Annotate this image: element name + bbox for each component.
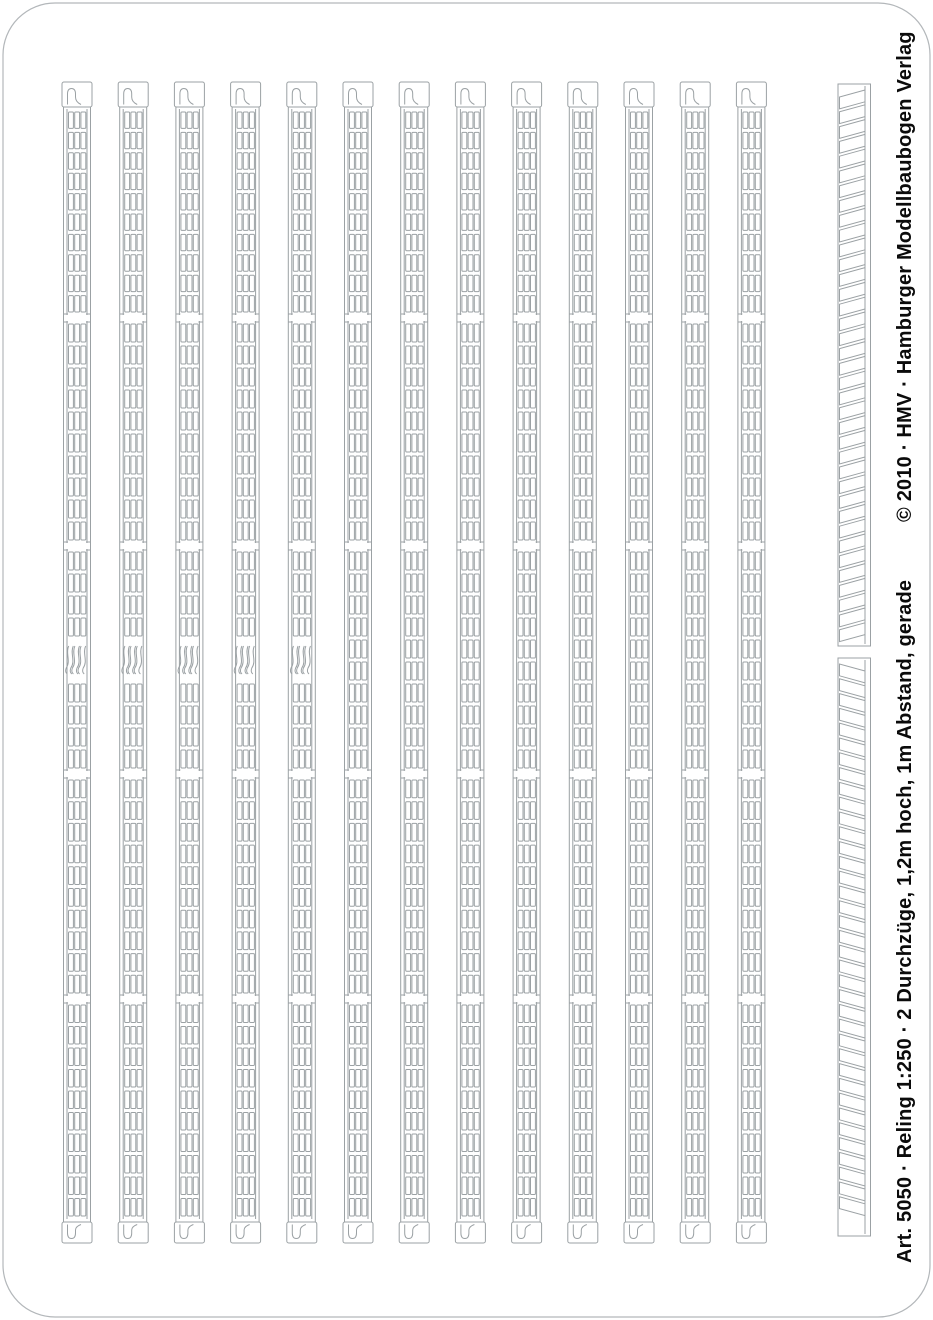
railing-strip	[455, 82, 485, 1243]
railing-strip	[118, 82, 148, 1243]
railing-strip	[343, 82, 373, 1243]
railing-strip	[399, 82, 429, 1243]
railing-strip	[568, 82, 598, 1243]
comb-strip	[838, 84, 871, 646]
railing-strip	[174, 82, 204, 1243]
railing-strip	[736, 82, 766, 1243]
railing-strip	[680, 82, 710, 1243]
railing-strip	[231, 82, 261, 1243]
railing-strip	[624, 82, 654, 1243]
comb-strip	[838, 658, 871, 1236]
railing-strip	[62, 82, 92, 1243]
railing-strip	[512, 82, 542, 1243]
article-title-text: Art. 5050 · Reling 1:250 · 2 Durchzüge, 1,2m hoch, 1m Abstand, gerade	[894, 579, 916, 1263]
railing-strip	[287, 82, 317, 1243]
copyright-text: © 2010 · HMV · Hamburger Modellbaubogen Verlag	[894, 31, 916, 522]
